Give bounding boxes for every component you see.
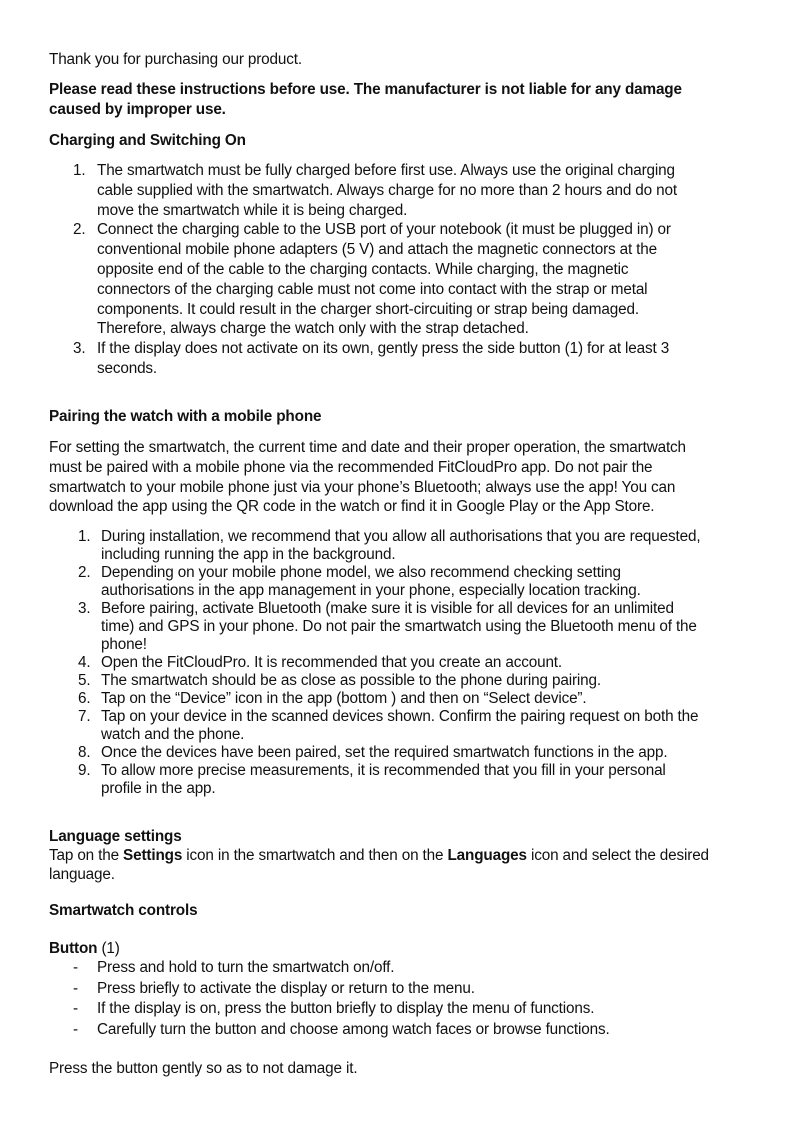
list-item	[78, 564, 700, 600]
text: icon and select the desired	[526, 847, 709, 864]
list-item	[73, 339, 677, 379]
list-text: The smartwatch should be as close as possible to the phone during pairing.	[101, 672, 601, 689]
pairing-heading: Pairing the watch with a mobile phone	[49, 408, 322, 425]
list-number: 4.	[78, 654, 91, 671]
intro-text: Thank you for purchasing our product.	[49, 51, 302, 68]
list-number: 5.	[78, 672, 91, 689]
warning-line-1: Please read these instructions before use. The manufacturer is not liable for any damage	[49, 81, 682, 98]
list-text: Tap on the “Device” icon in the app (bottom ) and then on “Select device”.	[101, 690, 587, 707]
list-text: Once the devices have been paired, set the required smartwatch functions in the app.	[101, 744, 668, 761]
pairing-steps-list	[78, 528, 700, 798]
text: icon in the smartwatch and then on the	[182, 847, 448, 864]
language-heading: Language settings	[49, 828, 182, 845]
list-text: Therefore, always charge the watch only with the strap detached.	[97, 320, 529, 338]
controls-heading: Smartwatch controls	[49, 902, 198, 919]
list-text: Before pairing, activate Bluetooth (make sure it is visible for all devices for an unlimited	[101, 600, 674, 617]
charging-heading: Charging and Switching On	[49, 132, 246, 149]
languages-label: Languages	[447, 847, 527, 864]
list-number: 1.	[78, 528, 91, 545]
list-text: Press briefly to activate the display or return to the menu.	[97, 979, 475, 997]
list-text: connectors of the charging cable must not come into contact with the strap or metal	[97, 280, 648, 298]
button-functions-list	[73, 958, 610, 1041]
list-item	[78, 708, 700, 744]
pairing-para-line: smartwatch to your mobile phone just via your phone’s Bluetooth; always use the app! You can	[49, 479, 676, 496]
button-label: Button	[49, 940, 98, 957]
list-text: conventional mobile phone adapters (5 V) and attach the magnetic connectors at the	[97, 241, 657, 259]
list-item	[78, 528, 700, 564]
settings-label: Settings	[123, 847, 183, 864]
list-item	[73, 979, 610, 1000]
list-number: 2.	[73, 221, 86, 239]
list-text: During installation, we recommend that you allow all authorisations that you are requested,	[101, 528, 701, 545]
list-item	[78, 744, 700, 762]
button-subheading	[49, 939, 120, 959]
list-item	[73, 220, 677, 339]
language-instruction-line-2: language.	[49, 866, 115, 883]
list-text: To allow more precise measurements, it is recommended that you fill in your personal	[101, 762, 666, 779]
list-text: Open the FitCloudPro. It is recommended that you create an account.	[101, 654, 563, 671]
pairing-para-line: For setting the smartwatch, the current time and date and their proper operation, the smartwatch	[49, 439, 686, 456]
list-item	[73, 958, 610, 979]
list-item	[78, 672, 700, 690]
list-text: If the display is on, press the button briefly to display the menu of functions.	[97, 1000, 595, 1018]
dash-bullet: -	[73, 979, 78, 997]
list-text: opposite end of the cable to the charging contacts. While charging, the magnetic	[97, 260, 629, 278]
pairing-para-line: must be paired with a mobile phone via the recommended FitCloudPro app. Do not pair the	[49, 459, 653, 476]
list-text: Tap on your device in the scanned devices shown. Confirm the pairing request on both the	[101, 708, 699, 725]
list-number: 7.	[78, 708, 91, 725]
language-instruction-line-1	[49, 846, 709, 866]
list-text: If the display does not activate on its own, gently press the side button (1) for at least 3	[97, 340, 670, 358]
list-text: Connect the charging cable to the USB port of your notebook (it must be plugged in) or	[97, 221, 671, 239]
list-number: 3.	[78, 600, 91, 617]
list-number: 1.	[73, 162, 86, 179]
list-item	[78, 762, 700, 798]
list-text: Press and hold to turn the smartwatch on/off.	[97, 959, 395, 976]
list-item	[78, 690, 700, 708]
list-text: move the smartwatch while it is being charged.	[97, 201, 408, 219]
list-item	[73, 1020, 610, 1041]
dash-bullet: -	[73, 1021, 78, 1039]
list-item	[78, 654, 700, 672]
list-number: 3.	[73, 340, 86, 358]
charging-steps-list	[73, 161, 677, 379]
text: Tap on the	[49, 847, 124, 864]
list-text: Depending on your mobile phone model, we also recommend checking setting	[101, 564, 621, 581]
list-text: cable supplied with the smartwatch. Always charge for no more than 2 hours and do not	[97, 181, 677, 199]
list-number: 6.	[78, 690, 91, 707]
warning-line-2: caused by improper use.	[49, 101, 226, 118]
list-item	[78, 600, 700, 654]
list-item	[73, 161, 677, 220]
list-item	[73, 999, 610, 1020]
pairing-para-line: download the app using the QR code in the watch or find it in Google Play or the App Store.	[49, 498, 655, 515]
dash-bullet: -	[73, 1000, 78, 1018]
list-text: profile in the app.	[101, 780, 216, 797]
footer-note: Press the button gently so as to not damage it.	[49, 1060, 358, 1077]
list-number: 9.	[78, 762, 91, 779]
list-number: 8.	[78, 744, 91, 761]
list-text: watch and the phone.	[101, 726, 245, 743]
list-text: components. It could result in the charger short-circuiting or strap being damaged.	[97, 300, 639, 318]
button-number: (1)	[97, 940, 120, 957]
list-number: 2.	[78, 564, 91, 581]
dash-bullet: -	[73, 959, 78, 976]
list-text: authorisations in the app management in your phone, especially location tracking.	[101, 582, 641, 599]
list-text: seconds.	[97, 359, 158, 377]
list-text: Carefully turn the button and choose among watch faces or browse functions.	[97, 1021, 610, 1039]
list-text: The smartwatch must be fully charged before first use. Always use the original charging	[97, 162, 675, 179]
list-text: including running the app in the background.	[101, 546, 396, 563]
list-text: time) and GPS in your phone. Do not pair the smartwatch using the Bluetooth menu of the	[101, 618, 697, 635]
list-text: phone!	[101, 636, 147, 653]
